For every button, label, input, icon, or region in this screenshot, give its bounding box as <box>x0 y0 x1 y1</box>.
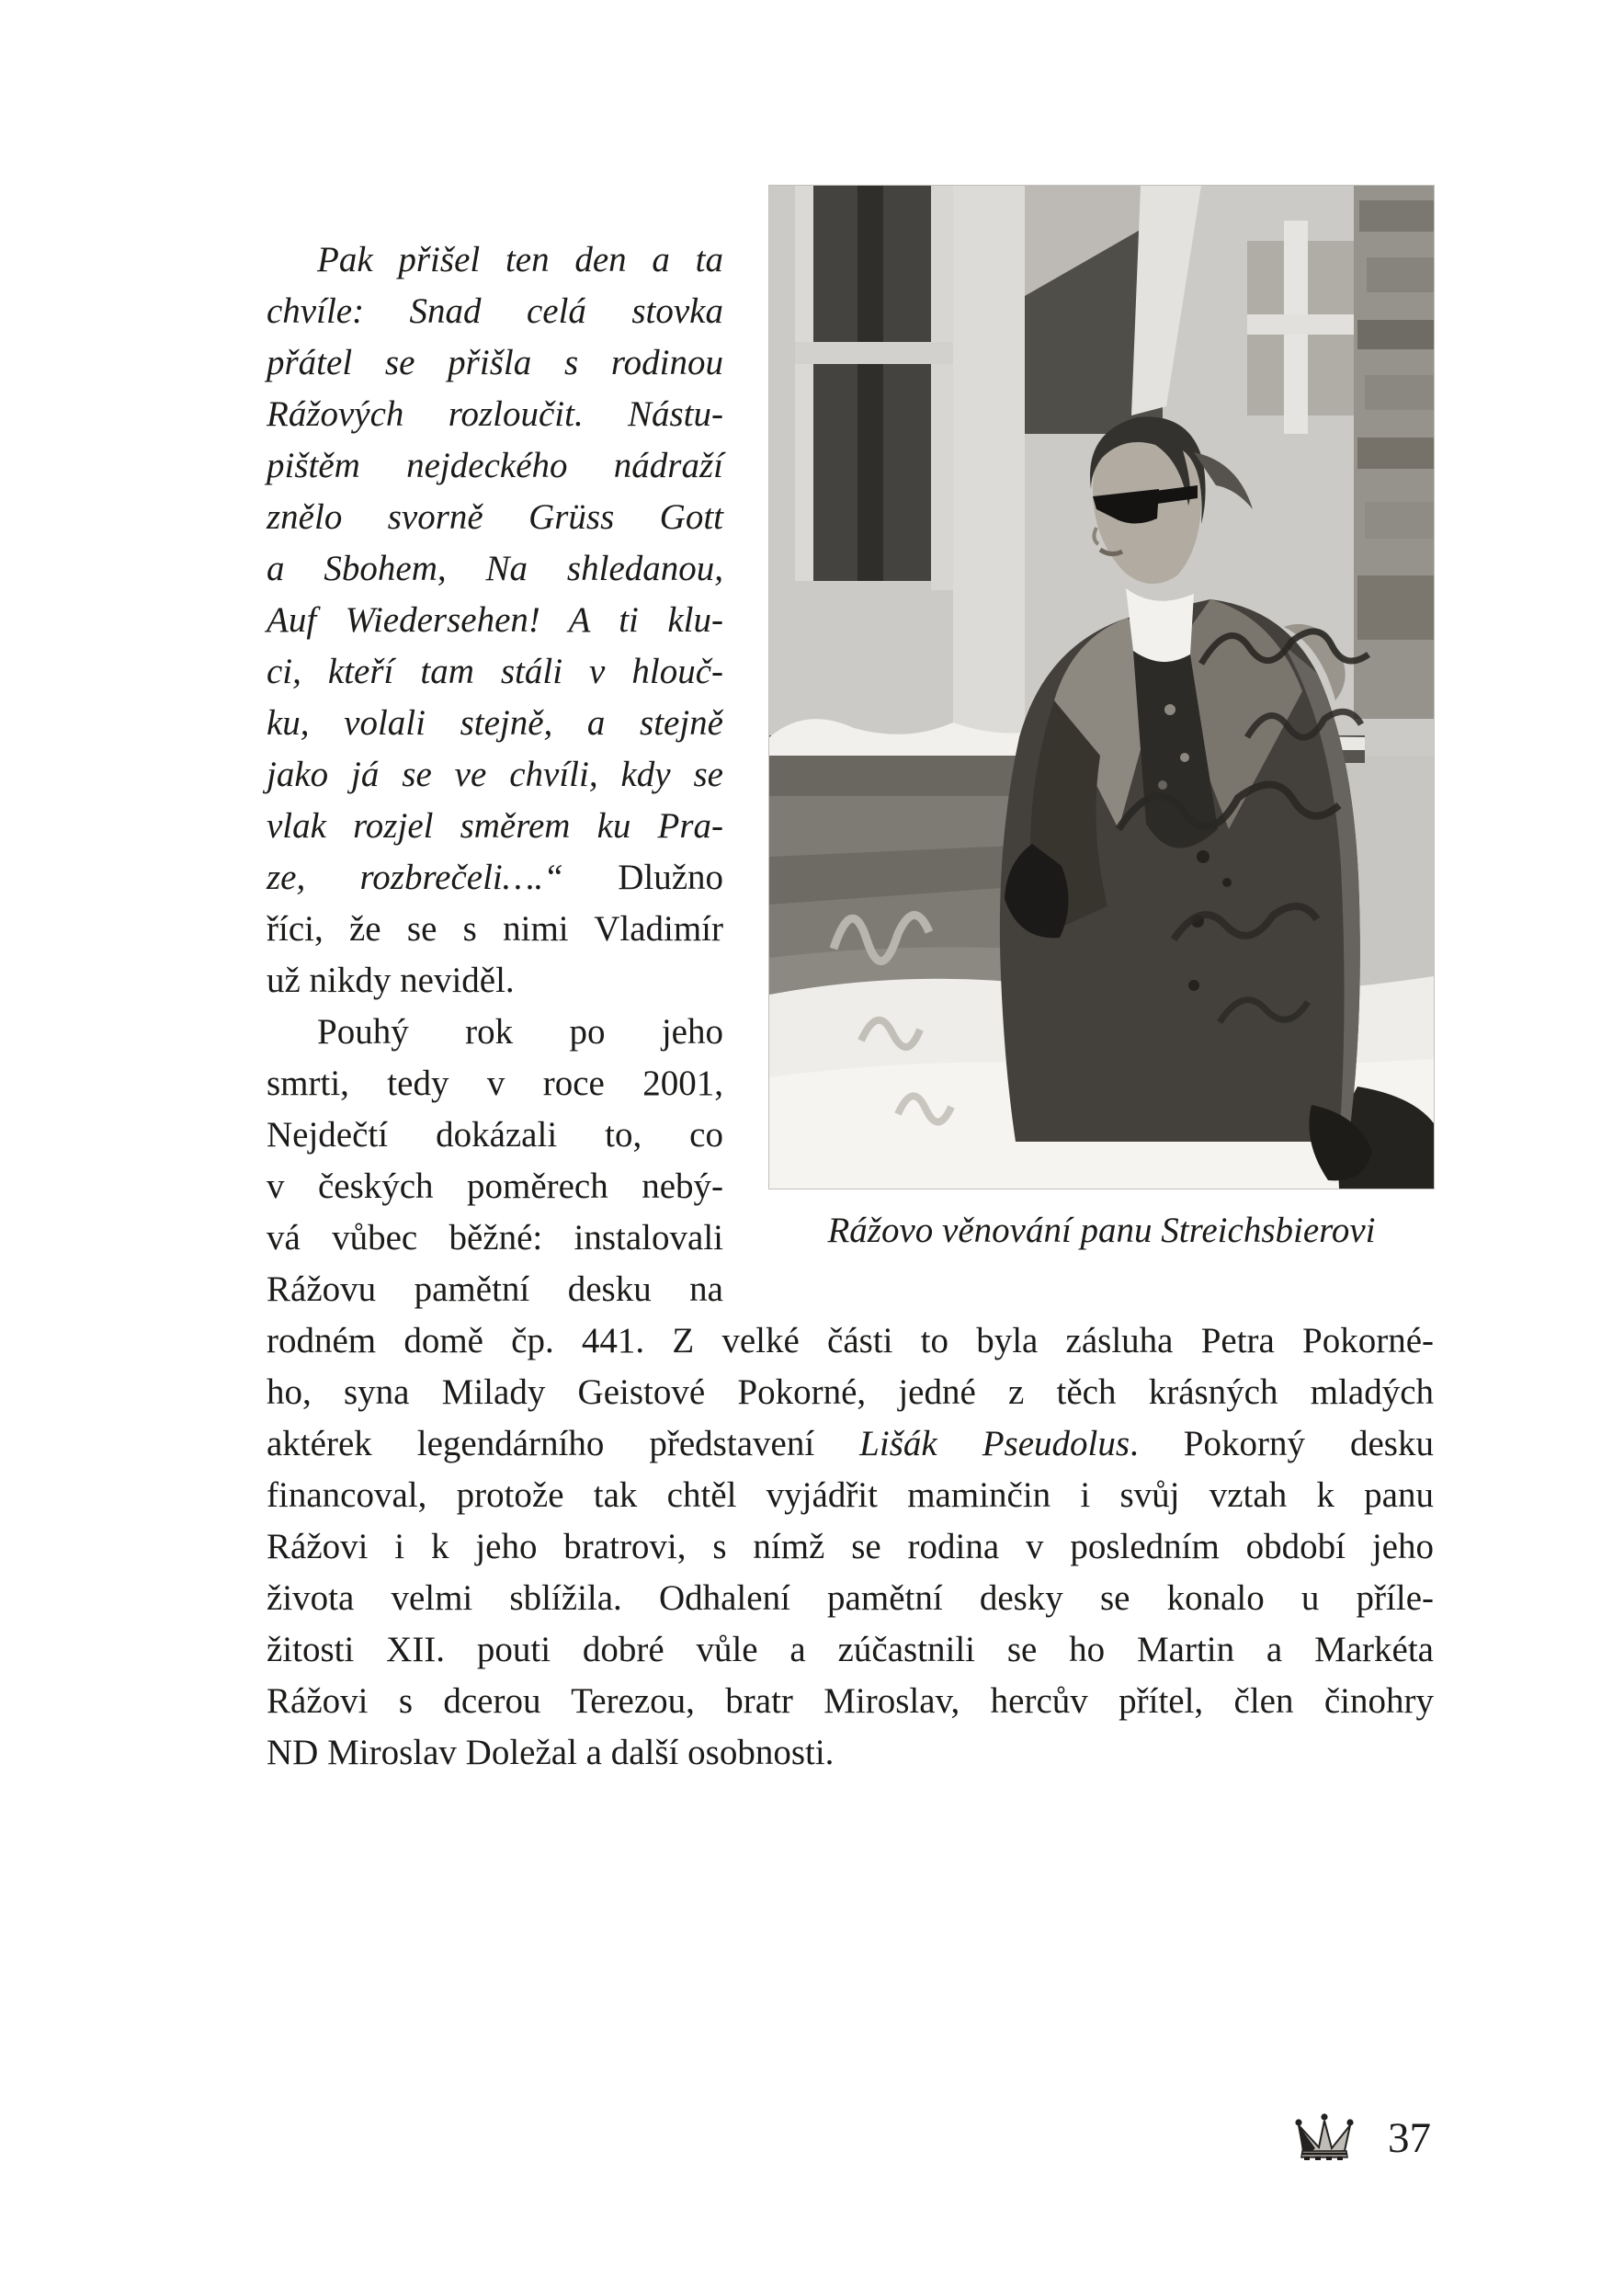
page-footer <box>1290 2112 1431 2164</box>
italic-text-run: Auf Wiedersehen! A ti klu- <box>267 600 723 640</box>
roman-text-run: života velmi sblížila. Odhalení pamětní desky se konalo u příle- <box>267 1578 1434 1618</box>
text-line <box>267 1264 1434 1315</box>
italic-text-run: Rážových rozloučit. Nástu- <box>267 394 723 434</box>
roman-text-run: smrti, tedy v roce 2001, <box>267 1064 723 1103</box>
italic-text-run: jako já se ve chvíli, kdy se <box>267 755 723 794</box>
italic-text-run: a Sbohem, Na shledanou, <box>267 549 723 588</box>
roman-text-run: Rážovi i k jeho bratrovi, s nímž se rodina v posledním období jeho <box>267 1527 1434 1566</box>
roman-text-run: říci, že se s nimi Vladimír <box>267 909 723 949</box>
roman-text-run: financoval, protože tak chtěl vyjádřit maminčin i svůj vztah k panu <box>267 1475 1434 1515</box>
roman-text-run: Rážovu pamětní desku na <box>267 1269 723 1309</box>
roman-text-run: Pouhý rok po jeho <box>317 1012 723 1052</box>
italic-text-run: vlak rozjel směrem ku Pra- <box>267 806 723 846</box>
roman-text-run: ho, syna Milady Geistové Pokorné, jedné z těch krásných mladých <box>267 1372 1434 1412</box>
text-line <box>267 1418 1434 1470</box>
text-line <box>267 1624 1434 1676</box>
italic-text-run: ze, rozbrečeli….“ <box>267 858 619 897</box>
roman-text-run: žitosti XII. pouti dobré vůle a zúčastnili se ho Martin a Markéta <box>267 1630 1434 1669</box>
text-line <box>267 1676 1434 1727</box>
italic-text-run: přátel se přišla s rodinou <box>267 343 723 382</box>
italic-text-run: Pak přišel ten den a ta <box>317 240 723 279</box>
roman-text-run: ND Miroslav Doležal a další osobnosti. <box>267 1733 835 1772</box>
text-line <box>267 1367 1434 1418</box>
photo-vladimir-raz <box>769 186 1434 1189</box>
page-number: 37 <box>1388 2114 1431 2162</box>
roman-text-run: rodném domě čp. 441. Z velké části to byla zásluha Petra Pokorné- <box>267 1321 1434 1360</box>
roman-text-run: vá vůbec běžné: instalovali <box>267 1218 723 1257</box>
italic-text-run: Lišák Pseudolus <box>859 1424 1130 1463</box>
roman-text-run: Dlužno <box>618 858 723 897</box>
text-line <box>267 1573 1434 1624</box>
photo-figure <box>769 186 1434 1253</box>
photo-caption: Rážovo věnování panu Streichsbierovi <box>827 1211 1376 1250</box>
roman-text-run: . Pokorný desku <box>1130 1424 1434 1463</box>
roman-text-run: aktérek legendárního představení <box>267 1424 860 1463</box>
roman-text-run: v českých poměrech nebý- <box>267 1166 723 1206</box>
italic-text-run: ku, volali stejně, a stejně <box>267 703 723 743</box>
italic-text-run: ci, kteří tam stáli v hlouč- <box>267 652 723 691</box>
roman-text-run: už nikdy neviděl. <box>267 961 515 1000</box>
roman-text-run: Nejdečtí dokázali to, co <box>267 1115 723 1155</box>
text-line <box>267 1470 1434 1521</box>
italic-text-run: chvíle: Snad celá stovka <box>267 291 723 331</box>
italic-text-run: pištěm nejdeckého nádraží <box>267 446 723 485</box>
text-line <box>267 1521 1434 1573</box>
text-line <box>267 1315 1434 1367</box>
article-text <box>267 234 1434 1779</box>
italic-text-run: znělo svorně Grüss Gott <box>267 497 723 537</box>
crown-icon <box>1290 2112 1358 2164</box>
roman-text-run: Rážovi s dcerou Terezou, bratr Miroslav, hercův přítel, člen činohry <box>267 1681 1434 1721</box>
text-line <box>267 1727 1434 1779</box>
photo-artwork <box>769 186 1434 1189</box>
